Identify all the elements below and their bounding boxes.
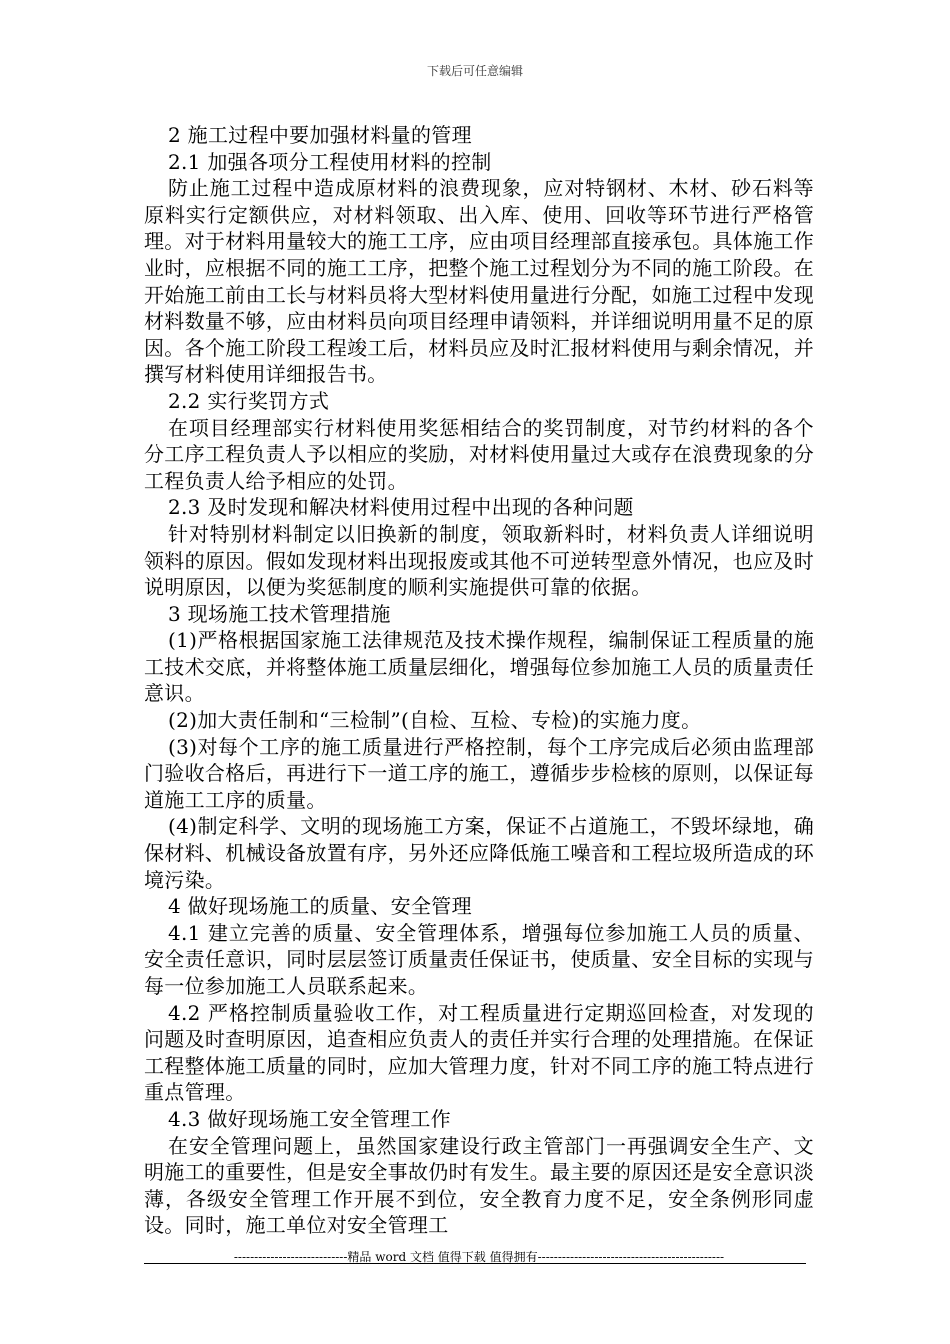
list-item-3-2: (2)加大责任制和“三检制”(自检、互检、专检)的实施力度。 xyxy=(168,708,702,733)
subsection-heading-4-3: 4.3 做好现场施工安全管理工作 xyxy=(168,1106,451,1131)
subsection-heading-2-3: 2.3 及时发现和解决材料使用过程中出现的各种问题 xyxy=(168,495,634,520)
footer-divider xyxy=(144,1263,806,1264)
section-heading-3: 3 现场施工技术管理措施 xyxy=(168,601,391,626)
paragraph-2-2: 在项目经理部实行材料使用奖惩相结合的奖罚制度，对节约材料的各个分工序工程负责人予以相应的奖励，对材料使用量过大或存在浪费现象的分工程负责人给予相应的处罚。 xyxy=(144,415,814,493)
document-body xyxy=(144,122,814,1239)
paragraph-4-3: 在安全管理问题上，虽然国家建设行政主管部门一再强调安全生产、文明施工的重要性，但是安全事故仍时有发生。最主要的原因还是安全意识淡薄，各级安全管理工作开展不到位，安全教育力度不足，安全条例形同虚设。同时，施工单位对安全管理工 xyxy=(144,1133,814,1238)
paragraph-2-3: 针对特别材料制定以旧换新的制度，领取新料时，材料负责人详细说明领料的原因。假如发现材料出现报废或其他不可逆转型意外情况，也应及时说明原因，以便为奖惩制度的顺利实施提供可靠的依据。 xyxy=(144,521,814,600)
list-item-3-4: (4)制定科学、文明的现场施工方案，保证不占道施工，不毁坏绿地，确保材料、机械设备放置有序，另外还应降低施工噪音和工程垃圾所造成的环境污染。 xyxy=(144,814,814,892)
paragraph-4-1: 4.1 建立完善的质量、安全管理体系，增强每位参加施工人员的质量、安全责任意识，同时层层签订质量责任保证书，使质量、安全目标的实现与每一位参加施工人员联系起来。 xyxy=(144,920,814,998)
page-header-note: 下载后可任意编辑 xyxy=(426,64,523,78)
subsection-heading-2-1: 2.1 加强各项分工程使用材料的控制 xyxy=(168,149,492,174)
section-heading-4: 4 做好现场施工的质量、安全管理 xyxy=(168,894,472,919)
paragraph-2-1: 防止施工过程中造成原材料的浪费现象，应对特钢材、木材、砂石料等原料实行定额供应，对材料领取、出入库、使用、回收等环节进行严格管理。对于材料用量较大的施工工序，应由项目经理部直接承包。具体施工作业时，应根据不同的施工工序，把整个施工过程划分为不同的施工阶段。在开始施工前由工长与材料员将大型材料使用量进行分配，如施工过程中发现材料数量不够，应由材料员向项目经理申请领料，并详细说明用量不足的原因。各个施工阶段工程竣工后，材料员应及时汇报材料使用与剩余情况，并撰写材料使用详细报告书。 xyxy=(144,176,814,387)
section-heading-2: 2 施工过程中要加强材料量的管理 xyxy=(168,123,472,147)
list-item-3-1: (1)严格根据国家施工法律规范及技术操作规程，编制保证工程质量的施工技术交底，并将整体施工质量层细化，增强每位参加施工人员的质量责任意识。 xyxy=(144,628,814,706)
page-footer-note: ----------------------------精品 word 文档 值得下载 值得拥有---------------------------------------------- xyxy=(233,1250,725,1264)
subsection-heading-2-2: 2.2 实行奖罚方式 xyxy=(168,388,330,413)
list-item-3-3: (3)对每个工序的施工质量进行严格控制，每个工序完成后必须由监理部门验收合格后，再进行下一道工序的施工，遵循步步检核的原则，以保证每道施工工序的质量。 xyxy=(144,734,814,812)
paragraph-4-2: 4.2 严格控制质量验收工作，对工程质量进行定期巡回检查，对发现的问题及时查明原因，追查相应负责人的责任并实行合理的处理措施。在保证工程整体施工质量的同时，应加大管理力度，针对不同工序的施工特点进行重点管理。 xyxy=(144,1000,814,1105)
